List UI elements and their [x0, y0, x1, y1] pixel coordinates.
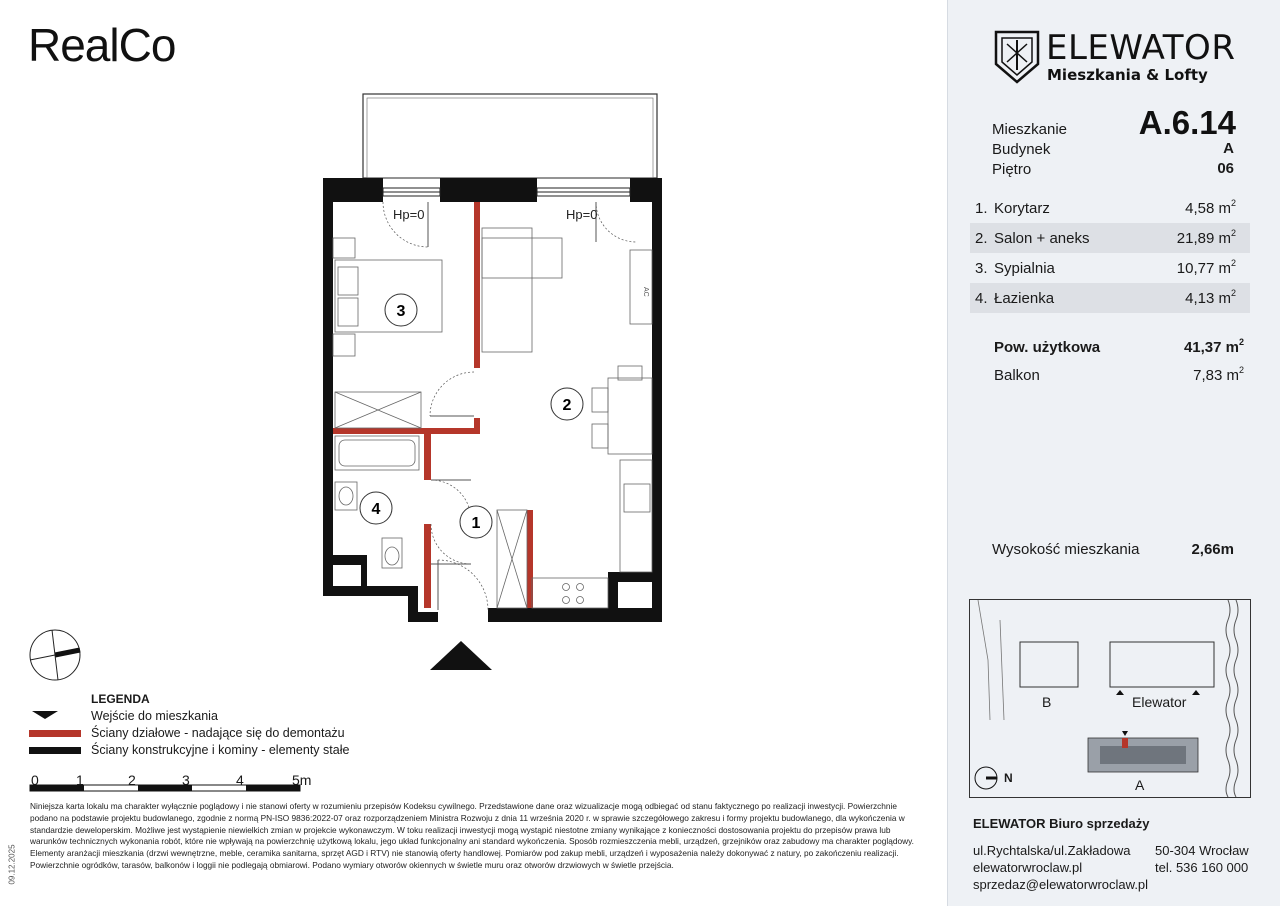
scale-4: 4	[236, 772, 244, 788]
room-row	[970, 223, 1250, 253]
scale-bar	[30, 785, 300, 791]
office-web-link[interactable]: elewatorwroclaw.pl	[973, 860, 1083, 875]
floor-value: 06	[1217, 160, 1234, 177]
scale-5: 5m	[292, 772, 312, 788]
legend-partition: Ściany działowe - nadające się do demontażu	[91, 726, 345, 740]
usable-area-label: Pow. użytkowa	[994, 339, 1101, 356]
office-contact-right	[1155, 842, 1249, 876]
elewator-logo-icon	[992, 26, 1042, 86]
apartment-labels	[992, 120, 1067, 180]
building-value: A	[1223, 140, 1234, 157]
balcony	[363, 94, 657, 178]
legend-entrance-icon	[32, 711, 58, 719]
office-contact-left	[973, 842, 1148, 893]
site-map	[969, 599, 1251, 798]
height-row	[992, 541, 1234, 558]
scale-0: 0	[31, 772, 39, 788]
legend-partition-swatch	[29, 730, 81, 737]
ac-label: AC	[642, 287, 649, 297]
print-date: 09.12.2025	[7, 844, 17, 885]
office-phone[interactable]: tel. 536 160 000	[1155, 860, 1249, 875]
scale-3: 3	[182, 772, 190, 788]
room-name: Sypialnia	[994, 259, 1055, 277]
legend-structural-swatch	[29, 747, 81, 754]
room-area: 10,77 $m^2$	[1176, 257, 1236, 277]
room-area: 4,58 $m^2$	[1185, 197, 1236, 217]
hp-label-left: Hp=0	[393, 207, 425, 222]
scale-2: 2	[128, 772, 136, 788]
balcony-row	[994, 367, 1244, 384]
room-name: Salon + aneks	[994, 229, 1090, 247]
usable-area-value: 41,37 $m^2$	[1183, 337, 1244, 356]
brand-logo: RealCo	[28, 19, 176, 71]
label-floor: Piętro	[992, 161, 1032, 178]
room-area: 4,13 $m^2$	[1185, 287, 1236, 307]
room-name: Łazienka	[994, 289, 1055, 307]
site-label-b: B	[1042, 694, 1052, 710]
compass-icon	[30, 630, 80, 680]
office-email-link[interactable]: sprzedaz@elewatorwroclaw.pl	[973, 877, 1149, 892]
balcony-label: Balkon	[994, 367, 1040, 384]
height-label: Wysokość mieszkania	[992, 541, 1140, 558]
height-value: 2,66m	[1191, 541, 1234, 558]
scale-1: 1	[76, 772, 84, 788]
apartment-code: A.6.14	[1138, 104, 1236, 141]
disclaimer: Niniejsza karta lokalu ma charakter wyłącznie poglądowy i nie stanowi oferty w rozumieniu przepisów Kodeksu cywilnego. Przedstawione dane oraz wizualizacje mogą odbiegać od stanu faktycznego po realizacji inwestycji. Powierzchnie podano na podstawie projektu budowlanego, zgodnie z normą PN-ISO 9836:2022-07 oraz rozporządzeniem Ministra Rozwoju z dnia 11 września 2020 r. w sprawie szczegółowego zakresu i formy projektu budowlanego, dla wykończenia w standardzie deweloperskim. Możliwe jest wystąpienie niewielkich zmian w projekcie wykonawczym. W toku realizacji inwestycji mogą wystąpić niestotne zmiany wynikające z konieczności dostosowania projektu do przepisów prawa lub warunków technicznych wykonania robót, które nie wpływają na powierzchnię użytkową lokalu, jego układ funkcjonalny ani standard wykończenia. Sposób rozmieszczenia mebli, urządzeń, grzejników oraz zabudowy ma charakter poglądowy. Elementy aranżacji mieszkania (drzwi wewnętrzne, meble, ceramika sanitarna, sprzęt AGD i RTV) nie stanowią oferty handlowej. Pomiarów pod zakup mebli, urządzeń i wyposażenia należy dokonywać z natury, po zakończeniu realizacji. Powierzchnie ogródków, tarasów, balkonów i loggii nie podlegają obmiarowi. Podano wymiary otworów okiennych w świetle muru oraz otworów drzwiowych w świetle przejścia.	[30, 801, 914, 870]
site-north: N	[1004, 771, 1013, 785]
office-title: ELEWATOR Biuro sprzedaży	[973, 816, 1150, 831]
label-building: Budynek	[992, 141, 1051, 158]
room-number: 4.	[975, 289, 988, 307]
legend-entrance: Wejście do mieszkania	[91, 709, 218, 723]
site-label-elewator: Elewator	[1132, 694, 1187, 710]
label-apartment: Mieszkanie	[992, 121, 1068, 138]
logo-name: ELEWATOR	[1046, 28, 1236, 68]
partition-walls	[333, 202, 533, 608]
room-name: Korytarz	[994, 199, 1050, 217]
room-marker-1: 1	[471, 515, 481, 532]
room-number: 3.	[975, 259, 988, 277]
room-row	[970, 253, 1250, 283]
room-number: 2.	[975, 229, 988, 247]
entrance-arrow-icon	[430, 641, 492, 670]
logo-subtitle: Mieszkania & Lofty	[1047, 66, 1208, 84]
office-city: 50-304 Wrocław	[1155, 843, 1249, 858]
balcony-value: 7,83 $m^2$	[1193, 365, 1244, 384]
room-marker-3: 3	[396, 303, 406, 320]
legend-title: LEGENDA	[91, 692, 150, 706]
office-address: ul.Rychtalska/ul.Zakładowa	[973, 843, 1131, 858]
structural-walls	[323, 178, 662, 622]
usable-area-row	[994, 339, 1244, 356]
legend-structural: Ściany konstrukcyjne i kominy - elementy stałe	[91, 743, 350, 757]
room-area: 21,89 $m^2$	[1176, 227, 1236, 247]
room-row	[970, 283, 1250, 313]
hp-label-right: Hp=0	[566, 207, 598, 222]
room-marker-4: 4	[371, 501, 381, 518]
site-label-a: A	[1135, 777, 1145, 793]
room-marker-2: 2	[562, 397, 572, 414]
room-row	[970, 193, 1250, 223]
room-number: 1.	[975, 199, 988, 217]
bedroom-furniture	[333, 238, 442, 428]
